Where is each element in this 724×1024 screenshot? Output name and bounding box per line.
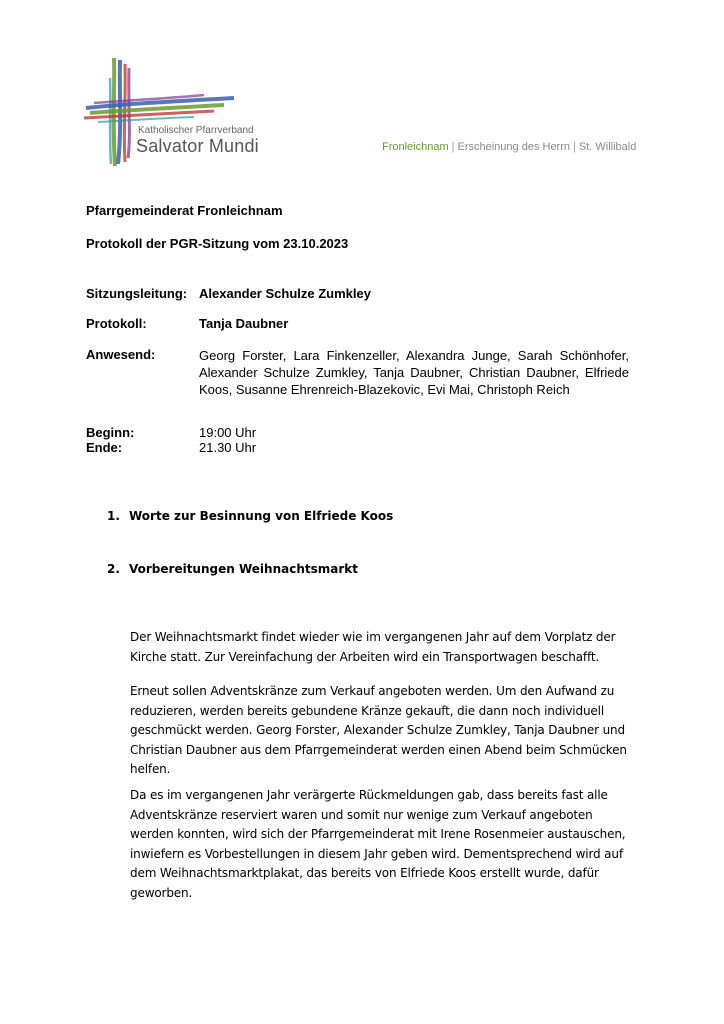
paragraph-line: inwiefern es Vorbestellungen in diesem Jahr geben wird. Dementsprechend wird auf: [130, 846, 623, 861]
document-title: Pfarrgemeinderat Fronleichnam: [86, 203, 283, 218]
parish-st-willibald: St. Willibald: [578, 141, 637, 153]
paragraph-line: Adventskränze reserviert waren und somit nur wenige zum Verkauf angeboten: [130, 807, 593, 822]
paragraph-line: dem Weihnachtsmarktplakat, das bereits von Elfriede Koos erstellt wurde, dafür: [130, 866, 599, 880]
paragraph-line: Der Weihnachtsmarkt findet wieder wie im vergangenen Jahr auf dem Vorplatz der: [130, 630, 616, 644]
paragraph-line: geschmückt werden. Georg Forster, Alexander Schulze Zumkley, Tanja Daubner und: [130, 723, 625, 737]
paragraph-line: werden konnten, wird sich der Pfarrgemeinderat mit Irene Rosenmeier austauschen,: [130, 827, 626, 841]
agenda-title: Vorbereitungen Weihnachtsmarkt: [129, 562, 358, 576]
beginn-value: 19:00 Uhr: [199, 425, 257, 440]
parish-fronleichnam: Fronleichnam: [382, 141, 449, 153]
parish-line: [382, 141, 636, 153]
agenda-number: 1.: [107, 509, 120, 523]
agenda-item-2: [107, 562, 358, 576]
logo-subtitle: Katholischer Pfarrverband: [138, 125, 254, 136]
attendees-list: Georg Forster, Lara Finkenzeller, Alexandra Junge, Sarah Schönhofer, Alexander Schulze Zumkley, Tanja Daubner, Christian Daubner, Elfriede Koos, Susanne Ehrenreich-Blazekovic, Evi Mai, Christoph Reich: [199, 348, 629, 397]
separator: |: [451, 141, 455, 153]
paragraph-line: Christian Daubner aus dem Pfarrgemeinderat werden einen Abend beim Schmücken: [130, 742, 627, 757]
protokoll-label: Protokoll:: [86, 316, 147, 331]
document-subtitle: Protokoll der PGR-Sitzung vom 23.10.2023: [86, 236, 349, 251]
separator: |: [573, 141, 576, 153]
paragraph-line: geworben.: [130, 885, 193, 900]
paragraph-line: Erneut sollen Adventskränze zum Verkauf angeboten werden. Um den Aufwand zu: [130, 684, 615, 698]
paragraph-line: Kirche statt. Zur Vereinfachung der Arbeiten wird ein Transportwagen beschafft.: [130, 649, 600, 664]
paragraph-2: [130, 682, 640, 780]
paragraph-line: helfen.: [130, 762, 171, 776]
paragraph-3: [130, 786, 640, 903]
agenda-title: Worte zur Besinnung von Elfriede Koos: [129, 509, 394, 523]
leitung-value: Alexander Schulze Zumkley: [199, 286, 371, 301]
parish-erscheinung: Erscheinung des Herrn: [457, 141, 571, 153]
ende-value: 21.30 Uhr: [199, 440, 257, 455]
agenda-item-1: [107, 509, 393, 523]
ende-label: Ende:: [86, 440, 123, 455]
paragraph-line: Da es im vergangenen Jahr verärgerte Rückmeldungen gab, dass bereits fast alle: [130, 788, 608, 802]
paragraph-1: [130, 628, 640, 667]
beginn-label: Beginn:: [86, 425, 135, 440]
paragraph-line: reduzieren, werden bereits gebundene Kränze gekauft, die dann noch individuell: [130, 703, 605, 718]
agenda-number: 2.: [107, 562, 120, 576]
leitung-label: Sitzungsleitung:: [86, 286, 188, 301]
logo-title: Salvator Mundi: [136, 136, 259, 156]
protokoll-value: Tanja Daubner: [199, 316, 289, 331]
anwesend-label: Anwesend:: [86, 347, 156, 362]
